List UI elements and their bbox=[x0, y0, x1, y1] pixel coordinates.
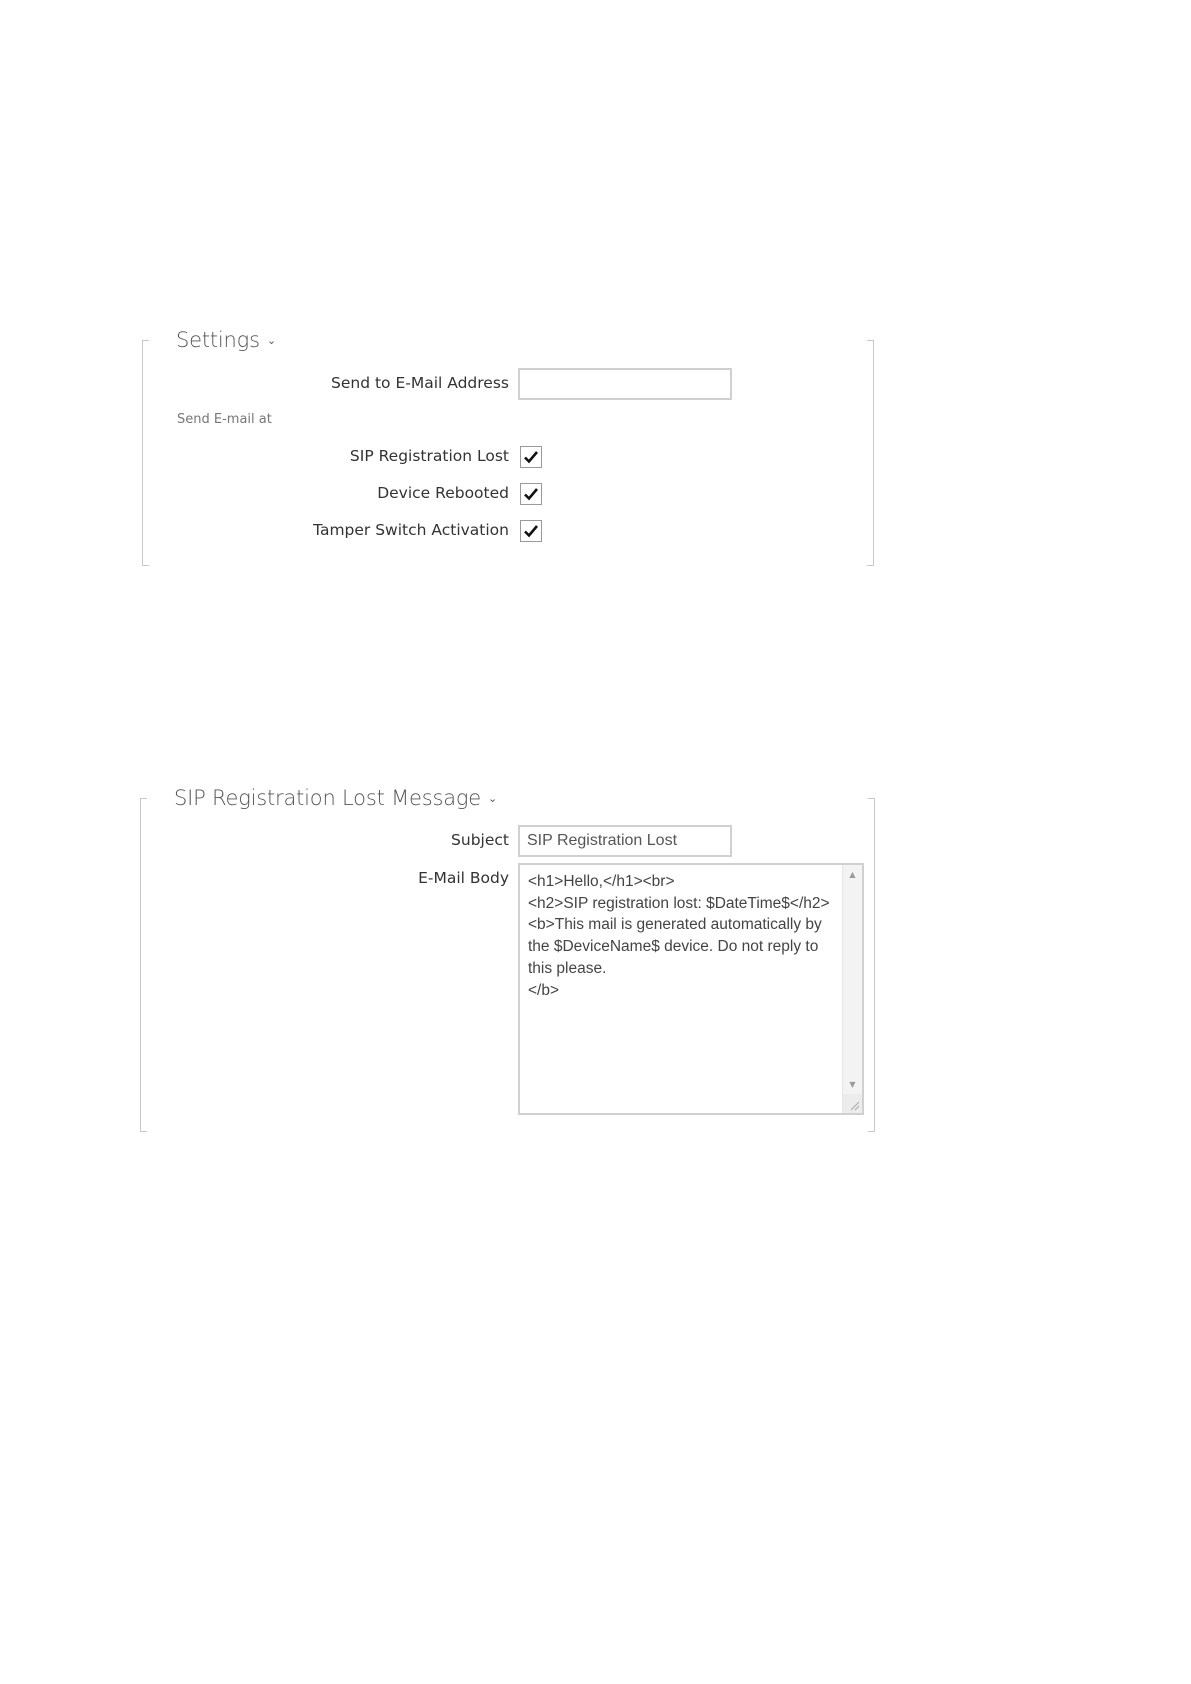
textarea-scrollbar[interactable] bbox=[842, 865, 862, 1113]
checkmark-icon bbox=[523, 523, 539, 539]
option-label-sip-registration-lost: SIP Registration Lost bbox=[349, 447, 509, 465]
send-to-email-label: Send to E-Mail Address bbox=[331, 374, 509, 392]
option-label-tamper-switch-activation: Tamper Switch Activation bbox=[313, 521, 509, 539]
send-to-email-input[interactable] bbox=[518, 368, 732, 400]
scroll-down-arrow-icon[interactable]: ▼ bbox=[849, 1080, 856, 1089]
message-section-header[interactable] bbox=[174, 786, 497, 810]
chevron-down-icon[interactable]: ⌄ bbox=[266, 334, 276, 347]
checkmark-icon bbox=[523, 486, 539, 502]
subject-input[interactable]: SIP Registration Lost bbox=[518, 825, 732, 857]
panel-bracket-right bbox=[867, 340, 874, 566]
checkbox-device-rebooted[interactable] bbox=[520, 483, 542, 505]
option-label-device-rebooted: Device Rebooted bbox=[377, 484, 509, 502]
email-body-label: E-Mail Body bbox=[418, 869, 509, 887]
email-body-text: <h1>Hello,</h1><br> <h2>SIP registration lost: $DateTime$</h2> <b>This mail is generated automatically by the $DeviceName$ device. Do not reply to this please. </b> bbox=[528, 873, 830, 999]
send-email-at-label: Send E-mail at bbox=[177, 412, 272, 427]
email-body-textarea[interactable] bbox=[518, 863, 864, 1115]
checkbox-sip-registration-lost[interactable] bbox=[520, 446, 542, 468]
panel-bracket-left bbox=[142, 340, 149, 566]
message-title: SIP Registration Lost Message bbox=[174, 786, 481, 810]
subject-label: Subject bbox=[451, 831, 509, 849]
settings-title: Settings bbox=[176, 328, 260, 352]
settings-section-header[interactable] bbox=[176, 328, 276, 352]
scroll-up-arrow-icon[interactable]: ▲ bbox=[849, 870, 856, 879]
checkbox-tamper-switch-activation[interactable] bbox=[520, 520, 542, 542]
resize-grip-icon[interactable] bbox=[843, 1094, 862, 1113]
chevron-down-icon[interactable]: ⌄ bbox=[488, 792, 498, 805]
panel-bracket-left bbox=[140, 798, 147, 1132]
checkmark-icon bbox=[523, 449, 539, 465]
panel-bracket-right bbox=[868, 798, 875, 1132]
message-panel bbox=[140, 786, 875, 1132]
settings-panel bbox=[142, 328, 874, 566]
